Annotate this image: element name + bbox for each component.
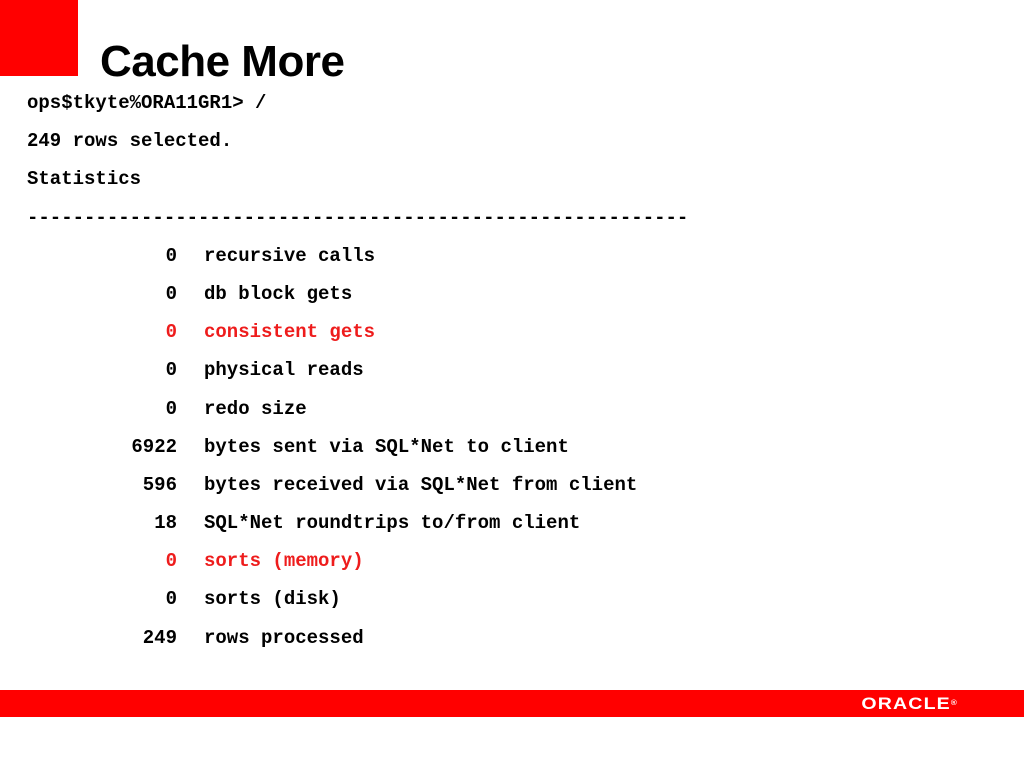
separator-line: ----------------------------------------------------------: [27, 206, 689, 229]
stat-label: consistent gets: [204, 321, 376, 344]
stat-value: 0: [165, 550, 177, 573]
stat-label: rows processed: [204, 626, 364, 649]
stat-value: 0: [165, 244, 177, 267]
stat-label: sorts (disk): [204, 588, 341, 611]
stat-row-sorts-memory: [27, 548, 688, 586]
stat-row-consistent-gets: [27, 319, 688, 357]
stat-value: 0: [165, 397, 177, 420]
stat-row-roundtrips: [27, 510, 688, 548]
stat-label: physical reads: [204, 359, 364, 382]
stat-label: sorts (memory): [204, 550, 364, 573]
stat-label: db block gets: [204, 282, 353, 305]
sql-output: [27, 90, 688, 663]
stat-value: 0: [165, 359, 177, 382]
registered-mark: ®: [950, 700, 958, 707]
stat-value: 6922: [131, 435, 177, 458]
stat-row-bytes-received: [27, 472, 688, 510]
stat-row-rows-processed: [27, 625, 688, 663]
statistics-header: Statistics: [27, 168, 142, 191]
stat-label: bytes received via SQL*Net from client: [204, 473, 638, 496]
stat-value: 596: [142, 473, 177, 496]
stat-value: 0: [165, 321, 177, 344]
stat-row-bytes-sent: [27, 434, 688, 472]
stat-label: recursive calls: [204, 244, 376, 267]
footer-bar: [0, 690, 1024, 717]
stat-label: redo size: [204, 397, 307, 420]
corner-accent: [0, 0, 78, 76]
stat-row-sorts-disk: [27, 586, 688, 624]
stat-label: SQL*Net roundtrips to/from client: [204, 512, 581, 535]
stat-label: bytes sent via SQL*Net to client: [204, 435, 569, 458]
command-prompt: ops$tkyte%ORA11GR1> /: [27, 92, 267, 114]
oracle-logo: [861, 695, 958, 712]
logo-text: ORACLE: [861, 694, 951, 713]
stat-row-db-block-gets: [27, 281, 688, 319]
stat-value: 0: [165, 588, 177, 611]
slide-title: Cache More: [100, 37, 345, 86]
rows-selected: 249 rows selected.: [27, 130, 233, 153]
stat-value: 18: [154, 512, 177, 535]
stat-value: 249: [142, 626, 177, 649]
stat-value: 0: [165, 282, 177, 305]
stat-row-physical-reads: [27, 357, 688, 395]
stat-row-recursive-calls: [27, 243, 688, 281]
stat-row-redo-size: [27, 396, 688, 434]
